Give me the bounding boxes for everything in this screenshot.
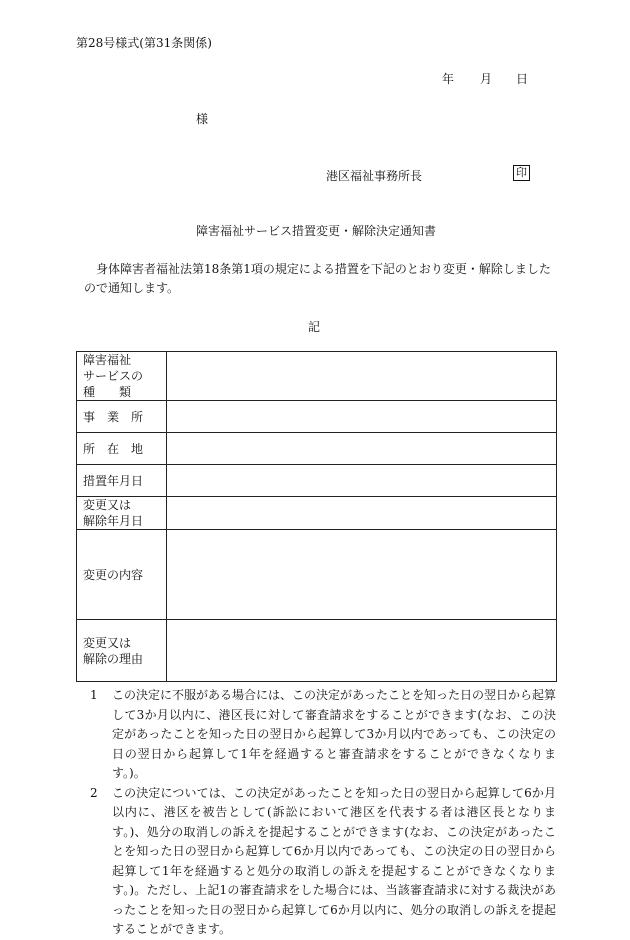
row-value-cell bbox=[167, 497, 557, 530]
row-label bbox=[77, 620, 167, 682]
row-value-cell bbox=[167, 433, 557, 465]
notes-list bbox=[84, 686, 556, 940]
row-value-cell bbox=[167, 465, 557, 497]
note-text: この決定については、この決定があったことを知った日の翌日から起算して6か月以内に、港区を被告として(訴訟において港区を代表する者は港区長となります。)、処分の取消しの訴えを提起することができます(なお、この決定があったことを知った日の翌日から起算して6か月以内であっても、この決定の日の翌日から起算して1年を経過すると処分の取消しの訴えを提起することができなくなります。)。ただし、上記1の審査請求をした場合には、当該審査請求に対する裁決があったことを知った日の翌日から起算して6か月以内に、処分の取消しの訴えを提起することができます。 bbox=[112, 785, 556, 936]
seal-mark: 印 bbox=[513, 165, 530, 181]
label-line: 変更の内容 bbox=[83, 567, 144, 582]
table-row bbox=[77, 401, 557, 433]
document-title: 障害福祉サービス措置変更・解除決定通知書 bbox=[196, 224, 437, 238]
row-label bbox=[77, 352, 167, 401]
row-label bbox=[77, 401, 167, 433]
label-line: サービスの bbox=[83, 369, 144, 383]
label-line: 種 類 bbox=[83, 385, 132, 399]
label-line: 所 在 地 bbox=[83, 441, 144, 456]
note-item bbox=[84, 784, 556, 940]
table-row bbox=[77, 352, 557, 401]
date-month: 月 bbox=[480, 72, 493, 86]
date-line bbox=[442, 70, 528, 87]
body-text: 身体障害者福祉法第18条第1項の規定による措置を下記のとおり変更・解除しましたので通知します。 bbox=[84, 262, 551, 295]
row-value-cell bbox=[167, 401, 557, 433]
row-label bbox=[77, 465, 167, 497]
row-value-cell bbox=[167, 352, 557, 401]
label-line: 措置年月日 bbox=[83, 473, 144, 488]
label-line: 事 業 所 bbox=[83, 409, 144, 424]
row-label bbox=[77, 530, 167, 620]
note-text: この決定に不服がある場合には、この決定があったことを知った日の翌日から起算して3か月以内に、港区長に対して審査請求をすることができます(なお、この決定があったことを知った日の翌日から起算して3か月以内であっても、この決定の日の翌日から起算して1年を経過すると審査請求をすることができなくなります。)。 bbox=[112, 688, 556, 780]
table-row bbox=[77, 433, 557, 465]
table-row bbox=[77, 465, 557, 497]
table-row bbox=[77, 497, 557, 530]
table-row bbox=[77, 530, 557, 620]
table-row bbox=[77, 620, 557, 682]
addressee-suffix: 様 bbox=[196, 112, 209, 126]
date-day: 日 bbox=[516, 72, 529, 86]
row-label bbox=[77, 433, 167, 465]
form-number: 第28号様式(第31条関係) bbox=[76, 36, 212, 50]
row-value-cell bbox=[167, 620, 557, 682]
note-number: 2 bbox=[90, 785, 98, 800]
row-value-cell bbox=[167, 530, 557, 620]
note-item bbox=[84, 686, 556, 784]
ki-heading: 記 bbox=[308, 320, 321, 334]
label-line: 解除年月日 bbox=[83, 514, 144, 528]
office-head: 港区福祉事務所長 bbox=[326, 169, 423, 183]
note-number: 1 bbox=[90, 688, 98, 702]
label-line: 障害福祉 bbox=[83, 353, 132, 367]
label-line: 変更又は bbox=[83, 635, 132, 650]
details-table bbox=[76, 351, 557, 682]
label-line: 変更又は bbox=[83, 498, 132, 512]
date-year: 年 bbox=[442, 72, 455, 86]
label-line: 解除の理由 bbox=[83, 651, 144, 666]
row-label bbox=[77, 497, 167, 530]
